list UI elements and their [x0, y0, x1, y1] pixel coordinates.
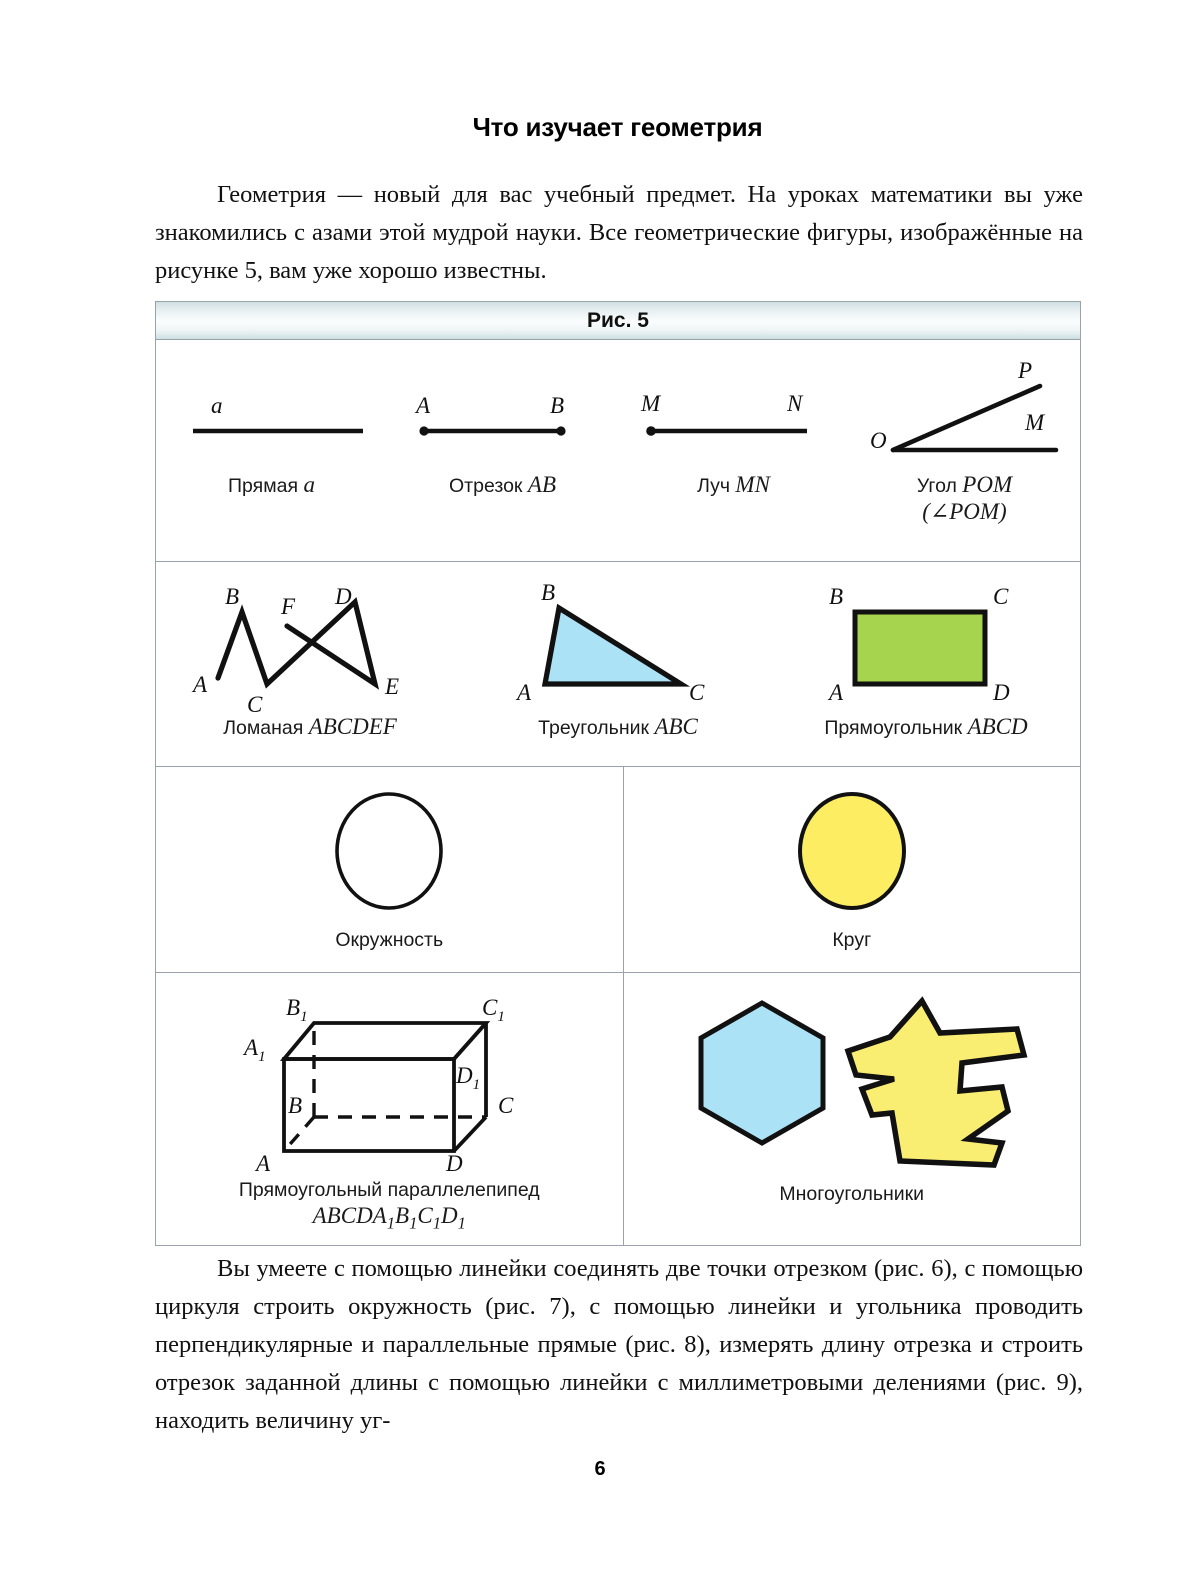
label-D1-box: $D_1$ — [456, 1063, 481, 1093]
cell-ray — [618, 340, 849, 561]
label-C-poly: C — [247, 692, 263, 717]
caption-segment-name: AB — [527, 472, 556, 497]
caption-parallelepiped-line1: Прямоугольный параллелепипед — [238, 1179, 540, 1201]
caption-line-prefix: Прямая — [228, 475, 304, 497]
cell-disk — [624, 767, 1080, 972]
caption-polyline-prefix: Ломаная — [223, 717, 309, 739]
disk-svg — [777, 791, 927, 917]
cell-angle — [849, 340, 1080, 561]
figure-row-2 — [156, 562, 1080, 767]
label-E-poly: E — [385, 674, 400, 699]
figure-row-4 — [156, 973, 1080, 1245]
disk-figure — [777, 791, 927, 917]
figure-5-table — [155, 301, 1081, 1246]
polygons-figure — [672, 991, 1032, 1173]
caption-triangle — [538, 714, 698, 741]
caption-ray-name: MN — [735, 472, 770, 497]
cell-line — [156, 340, 387, 561]
cell-rectangle — [772, 562, 1080, 766]
circumference-figure — [314, 791, 464, 917]
label-D-box: D — [446, 1151, 463, 1176]
label-A: A — [415, 393, 430, 418]
caption-angle — [917, 472, 1012, 526]
caption-ray — [697, 472, 770, 499]
label-D-rect: D — [993, 680, 1010, 705]
label-M: M — [640, 391, 660, 416]
caption-segment-prefix: Отрезок — [449, 475, 528, 497]
caption-circumference: Окружность — [335, 929, 444, 951]
caption-triangle-prefix: Треугольник — [538, 717, 655, 739]
label-C-rect: C — [993, 584, 1009, 609]
intro-paragraph: Геометрия — новый для вас учебный предмет. На уроках математики вы уже знакомились с азами этой мудрой науки. Все геометрические фигуры, изображённые на рисунке 5, вам уже хорошо известны. — [155, 181, 1083, 284]
cell-triangle — [464, 562, 772, 766]
rectangle-svg — [811, 574, 1041, 714]
label-B-box: B — [288, 1093, 303, 1118]
caption-rectangle-name: ABCD — [967, 714, 1028, 739]
parallelepiped-figure — [224, 987, 554, 1176]
figure-caption-header: Рис. 5 — [156, 302, 1080, 340]
ray-svg — [629, 373, 839, 463]
cell-polygons — [624, 973, 1080, 1245]
caption-ray-prefix: Луч — [697, 475, 736, 497]
label-O: O — [869, 428, 887, 453]
label-B-tri: B — [541, 580, 556, 605]
label-F-poly: F — [281, 594, 296, 619]
hexagon-shape — [701, 1003, 823, 1143]
label-D-poly: D — [335, 584, 352, 609]
angle-figure — [860, 348, 1070, 472]
label-A-box: A — [256, 1151, 271, 1176]
page-title: Что изучает геометрия — [472, 112, 763, 142]
caption-disk: Круг — [832, 929, 872, 951]
label-C1-box: $C_1$ — [482, 995, 506, 1025]
figure-row-3 — [156, 767, 1080, 973]
caption-parallelepiped — [239, 1177, 540, 1237]
caption-polyline — [223, 714, 397, 741]
cell-segment — [387, 340, 618, 561]
segment-svg — [398, 373, 608, 463]
angle-svg — [860, 350, 1070, 470]
line-figure — [167, 364, 377, 472]
rectangle-figure — [811, 574, 1041, 714]
cell-parallelepiped — [156, 973, 624, 1245]
label-A1-box: $A_1$ — [244, 1035, 266, 1065]
label-N: N — [786, 391, 802, 416]
tools-paragraph: Вы умеете с помощью линейки соединять две точки отрезком (рис. 6), с помощью циркуля строить окружность (рис. 7), с помощью линейки и угольника проводить перпендикулярные и параллельные прямые (рис. 8), измерять длину отрезка и строить отрезок заданной длины с помощью линейки с миллиметровыми делениями (рис. 9), находить величину уг- — [155, 1255, 1083, 1434]
label-C-box: C — [498, 1093, 514, 1118]
label-B-poly: B — [225, 584, 240, 609]
polygons-svg — [672, 993, 1032, 1171]
caption-segment — [449, 472, 556, 499]
cell-circumference — [156, 767, 624, 972]
caption-rectangle-prefix: Прямоугольник — [824, 717, 968, 739]
caption-triangle-name: ABC — [654, 714, 698, 739]
caption-parallelepiped-name: $ABCDA_1B_1C_1D_1$ — [312, 1203, 466, 1233]
concave-polygon-shape — [848, 1001, 1024, 1165]
circumference-svg — [314, 791, 464, 917]
caption-angle-prefix: Угол — [916, 475, 963, 497]
label-A-rect: A — [829, 680, 844, 705]
figure-row-1 — [156, 340, 1080, 562]
caption-line-name: a — [303, 472, 315, 497]
caption-line — [228, 472, 315, 499]
label-B-rect: B — [829, 584, 844, 609]
label-B: B — [549, 393, 564, 418]
parallelepiped-svg — [224, 987, 554, 1176]
line-svg — [167, 373, 377, 463]
segment-figure — [398, 364, 608, 472]
caption-angle-name: POM — [962, 472, 1013, 497]
label-a: a — [210, 393, 222, 418]
ray-figure — [629, 364, 839, 472]
caption-polyline-name: ABCDEF — [308, 714, 397, 739]
polyline-figure — [185, 574, 435, 717]
caption-angle-symbolic: (∠POM) — [922, 499, 1007, 524]
caption-rectangle — [824, 714, 1027, 741]
label-A-poly: A — [193, 672, 208, 697]
triangle-svg — [503, 574, 733, 714]
label-B1-box: $B_1$ — [286, 995, 308, 1025]
label-A-tri: A — [517, 680, 532, 705]
cell-polyline — [156, 562, 464, 766]
label-C-tri: C — [689, 680, 705, 705]
polyline-svg — [185, 574, 435, 717]
label-M-angle: M — [1024, 410, 1044, 435]
label-P: P — [1017, 358, 1032, 383]
caption-polygons: Многоугольники — [779, 1183, 925, 1205]
page-number: 6 — [594, 1458, 606, 1480]
triangle-figure — [503, 574, 733, 714]
